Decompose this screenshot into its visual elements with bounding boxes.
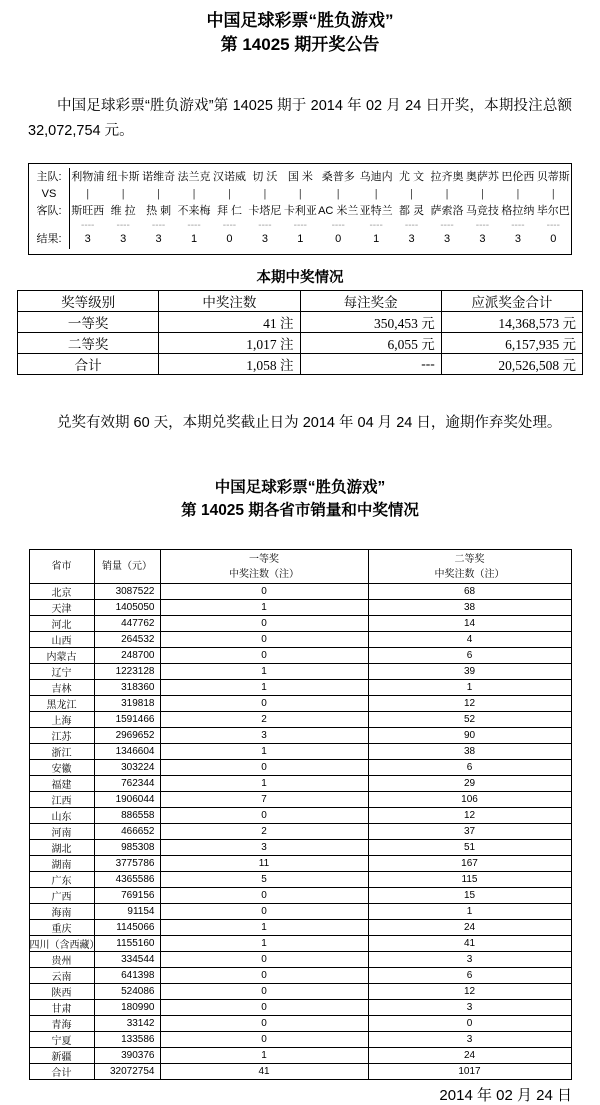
second-prize-count: 12 bbox=[368, 808, 571, 824]
home-team-name: 利物浦 bbox=[71, 171, 105, 183]
province-row bbox=[29, 824, 571, 840]
province-row bbox=[29, 840, 571, 856]
first-prize-count: 0 bbox=[160, 888, 368, 904]
sales-amount: 32072754 bbox=[94, 1064, 160, 1080]
province-row bbox=[29, 600, 571, 616]
province-name: 天津 bbox=[29, 600, 94, 616]
first-prize-count: 11 bbox=[160, 856, 368, 872]
sales-amount: 334544 bbox=[94, 952, 160, 968]
match-column bbox=[176, 168, 211, 249]
province-row bbox=[29, 888, 571, 904]
match-column bbox=[283, 168, 318, 249]
vs-row-label: VS bbox=[41, 188, 57, 200]
province-row bbox=[29, 696, 571, 712]
away-team-name: AC 米兰 bbox=[318, 205, 359, 217]
second-prize-count: 3 bbox=[368, 952, 571, 968]
vs-bar: | bbox=[298, 188, 302, 200]
first-prize-count: 0 bbox=[160, 952, 368, 968]
province-name: 青海 bbox=[29, 1016, 94, 1032]
sales-amount: 1405050 bbox=[94, 600, 160, 616]
first-prize-header-line1: 一等奖 bbox=[249, 553, 279, 565]
redemption-notice: 兑奖有效期 60 天，本期兑奖截止日为 2014 年 04 月 24 日，逾期作弃奖处理。 bbox=[57, 415, 562, 431]
prize-header-level: 奖等级别 bbox=[18, 291, 159, 312]
vs-bar: | bbox=[410, 188, 413, 200]
vs-bar: | bbox=[336, 188, 340, 200]
province-row bbox=[29, 712, 571, 728]
sales-amount: 318360 bbox=[94, 680, 160, 696]
footer-date: 2014 年 02 月 24 日 bbox=[439, 1087, 572, 1104]
province-row bbox=[29, 632, 571, 648]
province-row bbox=[29, 1000, 571, 1016]
first-prize-count: 2 bbox=[160, 824, 368, 840]
second-prize-count: 15 bbox=[368, 888, 571, 904]
sales-amount: 91154 bbox=[94, 904, 160, 920]
separator-dashes: ---- bbox=[511, 219, 525, 231]
first-prize-count: 0 bbox=[160, 632, 368, 648]
second-prize-count: 1 bbox=[368, 904, 571, 920]
match-column bbox=[358, 168, 393, 249]
sales-amount: 248700 bbox=[94, 648, 160, 664]
home-team-name: 奥萨苏 bbox=[465, 171, 499, 183]
province-row bbox=[29, 1032, 571, 1048]
sales-amount: 4365586 bbox=[94, 872, 160, 888]
first-prize-count: 1 bbox=[160, 680, 368, 696]
away-team-name: 格拉纳 bbox=[501, 205, 535, 217]
province-name: 重庆 bbox=[29, 920, 94, 936]
match-result-value: 3 bbox=[408, 233, 415, 245]
prize-total: 14,368,573 元 bbox=[441, 312, 582, 333]
sales-amount: 769156 bbox=[94, 888, 160, 904]
vs-bar: | bbox=[192, 188, 196, 200]
sales-amount: 3775786 bbox=[94, 856, 160, 872]
page-title bbox=[0, 0, 600, 57]
province-name: 海南 bbox=[29, 904, 94, 920]
vs-bar: | bbox=[445, 188, 449, 200]
province-name: 辽宁 bbox=[29, 664, 94, 680]
sales-amount: 1346604 bbox=[94, 744, 160, 760]
province-row bbox=[29, 952, 571, 968]
province-name: 内蒙古 bbox=[29, 648, 94, 664]
first-prize-count: 0 bbox=[160, 984, 368, 1000]
page-title-line1: 中国足球彩票“胜负游戏” bbox=[206, 11, 394, 30]
first-prize-count: 5 bbox=[160, 872, 368, 888]
province-row bbox=[29, 792, 571, 808]
intro-paragraph: 中国足球彩票“胜负游戏”第 14025 期于 2014 年 02 月 24 日开奖，本期投注总额 32,072,754 元。 bbox=[28, 98, 572, 139]
province-row bbox=[29, 856, 571, 872]
first-prize-count: 0 bbox=[160, 808, 368, 824]
first-prize-count: 1 bbox=[160, 1048, 368, 1064]
separator-dashes: ---- bbox=[475, 219, 490, 231]
province-header-sales: 销量（元） bbox=[94, 550, 160, 584]
second-prize-count: 1017 bbox=[368, 1064, 571, 1080]
second-prize-count: 0 bbox=[368, 1016, 571, 1032]
vs-bar: | bbox=[228, 188, 231, 200]
province-header-first-prize bbox=[160, 550, 368, 584]
province-name: 广东 bbox=[29, 872, 94, 888]
first-prize-count: 1 bbox=[160, 920, 368, 936]
second-prize-count: 52 bbox=[368, 712, 571, 728]
first-prize-count: 0 bbox=[160, 968, 368, 984]
separator-dashes: ---- bbox=[81, 219, 95, 231]
province-row bbox=[29, 984, 571, 1000]
match-result-value: 1 bbox=[373, 233, 380, 245]
province-name: 河北 bbox=[29, 616, 94, 632]
province-name: 陕西 bbox=[29, 984, 94, 1000]
away-team-name: 都 灵 bbox=[399, 205, 425, 217]
sales-amount: 447762 bbox=[94, 616, 160, 632]
away-team-name: 斯旺西 bbox=[71, 205, 105, 217]
sales-amount: 33142 bbox=[94, 1016, 160, 1032]
match-column bbox=[536, 168, 571, 249]
province-row bbox=[29, 616, 571, 632]
province-row bbox=[29, 584, 571, 600]
first-prize-count: 0 bbox=[160, 760, 368, 776]
match-result-value: 1 bbox=[297, 233, 304, 245]
prize-row-second bbox=[18, 333, 583, 354]
match-result-value: 3 bbox=[514, 233, 521, 245]
second-prize-count: 3 bbox=[368, 1032, 571, 1048]
prize-total: 20,526,508 元 bbox=[441, 354, 582, 375]
second-prize-header-line2: 中奖注数（注） bbox=[434, 568, 505, 580]
match-column bbox=[141, 168, 176, 249]
result-row-label: 结果: bbox=[36, 233, 62, 245]
second-prize-count: 51 bbox=[368, 840, 571, 856]
away-team-name: 不来梅 bbox=[177, 205, 211, 217]
first-prize-count: 1 bbox=[160, 744, 368, 760]
sales-amount: 762344 bbox=[94, 776, 160, 792]
second-prize-count: 38 bbox=[368, 600, 571, 616]
sales-amount: 3087522 bbox=[94, 584, 160, 600]
province-name: 云南 bbox=[29, 968, 94, 984]
away-team-name: 拜 仁 bbox=[216, 205, 242, 217]
second-prize-count: 1 bbox=[368, 680, 571, 696]
away-team-name: 萨索洛 bbox=[430, 205, 464, 217]
second-prize-header-line1: 二等奖 bbox=[454, 553, 485, 565]
vs-bar: | bbox=[551, 188, 555, 200]
away-team-name: 毕尔巴 bbox=[536, 205, 570, 217]
home-team-name: 国 米 bbox=[287, 171, 313, 183]
sales-amount: 524086 bbox=[94, 984, 160, 1000]
second-prize-count: 167 bbox=[368, 856, 571, 872]
province-name: 北京 bbox=[29, 584, 94, 600]
province-row bbox=[29, 760, 571, 776]
vs-bar: | bbox=[86, 188, 90, 200]
province-name: 宁夏 bbox=[29, 1032, 94, 1048]
separator-dashes: ---- bbox=[546, 219, 560, 231]
separator-dashes: ---- bbox=[331, 219, 345, 231]
second-prize-count: 14 bbox=[368, 616, 571, 632]
province-header-name: 省市 bbox=[29, 550, 94, 584]
second-prize-count: 68 bbox=[368, 584, 571, 600]
home-team-name: 巴伦西 bbox=[501, 171, 535, 183]
first-prize-count: 1 bbox=[160, 776, 368, 792]
away-team-name: 卡塔尼 bbox=[248, 205, 282, 217]
home-team-name: 乌迪内 bbox=[359, 171, 393, 183]
separator-dashes: ---- bbox=[151, 219, 166, 231]
second-prize-count: 37 bbox=[368, 824, 571, 840]
prize-per: 6,055 元 bbox=[300, 333, 441, 354]
first-prize-count: 0 bbox=[160, 584, 368, 600]
province-row bbox=[29, 936, 571, 952]
province-section-title bbox=[0, 476, 600, 522]
province-header-second-prize bbox=[368, 550, 571, 584]
first-prize-count: 0 bbox=[160, 1016, 368, 1032]
match-result-value: 0 bbox=[550, 233, 557, 245]
match-columns bbox=[70, 168, 571, 249]
vs-bar: | bbox=[481, 188, 484, 200]
province-row bbox=[29, 776, 571, 792]
province-name: 江西 bbox=[29, 792, 94, 808]
prize-table bbox=[17, 290, 583, 375]
first-prize-count: 1 bbox=[160, 600, 368, 616]
separator-dashes: ---- bbox=[187, 219, 201, 231]
province-row bbox=[29, 1048, 571, 1064]
province-name: 新疆 bbox=[29, 1048, 94, 1064]
match-table-labels bbox=[29, 168, 70, 249]
away-team-name: 热 刺 bbox=[146, 205, 172, 217]
match-column bbox=[318, 168, 358, 249]
match-column bbox=[70, 168, 105, 249]
match-result-value: 3 bbox=[84, 233, 91, 245]
second-prize-count: 3 bbox=[368, 1000, 571, 1016]
separator-dashes: ---- bbox=[369, 219, 383, 231]
province-row bbox=[29, 904, 571, 920]
province-name: 吉林 bbox=[29, 680, 94, 696]
province-name: 四川（含西藏） bbox=[29, 936, 94, 952]
second-prize-count: 6 bbox=[368, 760, 571, 776]
away-row-label: 客队: bbox=[36, 205, 62, 217]
sales-amount: 264532 bbox=[94, 632, 160, 648]
first-prize-count: 2 bbox=[160, 712, 368, 728]
sales-amount: 1155160 bbox=[94, 936, 160, 952]
province-name: 河南 bbox=[29, 824, 94, 840]
home-team-name: 桑普多 bbox=[321, 171, 355, 183]
province-name: 湖北 bbox=[29, 840, 94, 856]
separator-dashes: ---- bbox=[116, 219, 130, 231]
province-row bbox=[29, 680, 571, 696]
second-prize-count: 38 bbox=[368, 744, 571, 760]
province-row bbox=[29, 920, 571, 936]
away-team-name: 马竞技 bbox=[465, 205, 499, 217]
sales-amount: 641398 bbox=[94, 968, 160, 984]
sales-amount: 390376 bbox=[94, 1048, 160, 1064]
sales-amount: 133586 bbox=[94, 1032, 160, 1048]
away-team-name: 维 拉 bbox=[110, 205, 136, 217]
prize-section-title: 本期中奖情况 bbox=[256, 270, 344, 286]
first-prize-count: 3 bbox=[160, 728, 368, 744]
home-team-name: 诺维奇 bbox=[142, 171, 176, 183]
province-table bbox=[29, 549, 572, 1080]
match-result-value: 3 bbox=[155, 233, 162, 245]
sales-amount: 1223128 bbox=[94, 664, 160, 680]
away-team-name: 卡利亚 bbox=[283, 205, 317, 217]
match-column bbox=[105, 168, 140, 249]
home-team-name: 尤 文 bbox=[399, 171, 425, 183]
province-name: 福建 bbox=[29, 776, 94, 792]
home-team-name: 纽卡斯 bbox=[106, 171, 140, 183]
match-result-value: 3 bbox=[120, 233, 127, 245]
first-prize-count: 0 bbox=[160, 616, 368, 632]
second-prize-count: 12 bbox=[368, 984, 571, 1000]
first-prize-count: 0 bbox=[160, 696, 368, 712]
province-section-title-line1: 中国足球彩票“胜负游戏” bbox=[214, 479, 386, 496]
first-prize-count: 7 bbox=[160, 792, 368, 808]
first-prize-header-line2: 中奖注数（注） bbox=[229, 568, 299, 580]
match-column bbox=[212, 168, 247, 249]
prize-row-total bbox=[18, 354, 583, 375]
separator-dashes: ---- bbox=[440, 219, 454, 231]
prize-header-count: 中奖注数 bbox=[159, 291, 300, 312]
first-prize-count: 1 bbox=[160, 936, 368, 952]
first-prize-count: 0 bbox=[160, 648, 368, 664]
match-column bbox=[429, 168, 464, 249]
prize-header-total: 应派奖金合计 bbox=[441, 291, 582, 312]
second-prize-count: 115 bbox=[368, 872, 571, 888]
match-results-table bbox=[28, 163, 572, 255]
vs-bar: | bbox=[263, 188, 267, 200]
sales-amount: 303224 bbox=[94, 760, 160, 776]
second-prize-count: 106 bbox=[368, 792, 571, 808]
first-prize-count: 3 bbox=[160, 840, 368, 856]
province-row bbox=[29, 1064, 571, 1080]
second-prize-count: 41 bbox=[368, 936, 571, 952]
prize-count: 41 注 bbox=[159, 312, 300, 333]
province-row bbox=[29, 664, 571, 680]
prize-row-first bbox=[18, 312, 583, 333]
vs-bar: | bbox=[374, 188, 378, 200]
sales-amount: 319818 bbox=[94, 696, 160, 712]
match-column bbox=[394, 168, 429, 249]
province-header-row bbox=[29, 550, 571, 584]
province-name: 黑龙江 bbox=[29, 696, 94, 712]
separator-dashes: ---- bbox=[293, 219, 307, 231]
province-name: 山西 bbox=[29, 632, 94, 648]
province-name: 合计 bbox=[29, 1064, 94, 1080]
province-name: 贵州 bbox=[29, 952, 94, 968]
second-prize-count: 24 bbox=[368, 920, 571, 936]
sales-amount: 2969652 bbox=[94, 728, 160, 744]
province-row bbox=[29, 808, 571, 824]
first-prize-count: 0 bbox=[160, 1000, 368, 1016]
match-result-value: 0 bbox=[335, 233, 342, 245]
sales-amount: 180990 bbox=[94, 1000, 160, 1016]
second-prize-count: 29 bbox=[368, 776, 571, 792]
prize-level: 合计 bbox=[18, 354, 159, 375]
province-row bbox=[29, 728, 571, 744]
province-table-body bbox=[29, 584, 571, 1080]
away-team-name: 亚特兰 bbox=[359, 205, 393, 217]
province-row bbox=[29, 1016, 571, 1032]
second-prize-count: 6 bbox=[368, 648, 571, 664]
province-name: 安徽 bbox=[29, 760, 94, 776]
province-section-title-line2: 第 14025 期各省市销量和中奖情况 bbox=[181, 502, 419, 519]
match-result-value: 3 bbox=[261, 233, 268, 245]
second-prize-count: 12 bbox=[368, 696, 571, 712]
province-name: 江苏 bbox=[29, 728, 94, 744]
province-row bbox=[29, 744, 571, 760]
second-prize-count: 4 bbox=[368, 632, 571, 648]
sales-amount: 1906044 bbox=[94, 792, 160, 808]
separator-dashes: ---- bbox=[258, 219, 272, 231]
first-prize-count: 0 bbox=[160, 1032, 368, 1048]
province-name: 浙江 bbox=[29, 744, 94, 760]
home-team-name: 法兰克 bbox=[177, 171, 211, 183]
match-result-value: 3 bbox=[443, 233, 451, 245]
province-row bbox=[29, 872, 571, 888]
second-prize-count: 6 bbox=[368, 968, 571, 984]
province-name: 湖南 bbox=[29, 856, 94, 872]
match-result-value: 0 bbox=[226, 233, 233, 245]
prize-count: 1,017 注 bbox=[159, 333, 300, 354]
match-result-value: 1 bbox=[190, 233, 198, 245]
province-name: 山东 bbox=[29, 808, 94, 824]
province-name: 上海 bbox=[29, 712, 94, 728]
home-team-name: 汉诺威 bbox=[212, 171, 246, 183]
home-team-name: 切 沃 bbox=[252, 171, 278, 183]
second-prize-count: 24 bbox=[368, 1048, 571, 1064]
prize-per: 350,453 元 bbox=[300, 312, 441, 333]
match-column bbox=[465, 168, 500, 249]
match-result-value: 3 bbox=[479, 233, 486, 245]
separator-dashes: ---- bbox=[404, 219, 419, 231]
prize-per: --- bbox=[300, 354, 441, 375]
province-row bbox=[29, 648, 571, 664]
vs-bar: | bbox=[516, 188, 520, 200]
province-name: 广西 bbox=[29, 888, 94, 904]
separator-dashes: ---- bbox=[222, 219, 237, 231]
prize-level: 一等奖 bbox=[18, 312, 159, 333]
prize-header-per: 每注奖金 bbox=[300, 291, 441, 312]
second-prize-count: 90 bbox=[368, 728, 571, 744]
home-team-name: 贝蒂斯 bbox=[536, 171, 570, 183]
province-name: 甘肃 bbox=[29, 1000, 94, 1016]
separator-row-label bbox=[29, 221, 69, 230]
vs-bar: | bbox=[157, 188, 161, 200]
home-team-name: 拉齐奥 bbox=[430, 171, 464, 183]
match-column bbox=[500, 168, 535, 249]
first-prize-count: 1 bbox=[160, 664, 368, 680]
sales-amount: 1145066 bbox=[94, 920, 160, 936]
home-row-label: 主队: bbox=[36, 171, 62, 183]
first-prize-count: 41 bbox=[160, 1064, 368, 1080]
vs-bar: | bbox=[121, 188, 125, 200]
prize-count: 1,058 注 bbox=[159, 354, 300, 375]
page-title-line2: 第 14025 期开奖公告 bbox=[220, 35, 380, 54]
first-prize-count: 0 bbox=[160, 904, 368, 920]
sales-amount: 466652 bbox=[94, 824, 160, 840]
second-prize-count: 39 bbox=[368, 664, 571, 680]
sales-amount: 985308 bbox=[94, 840, 160, 856]
prize-total: 6,157,935 元 bbox=[441, 333, 582, 354]
sales-amount: 1591466 bbox=[94, 712, 160, 728]
prize-header-row bbox=[18, 291, 583, 312]
sales-amount: 886558 bbox=[94, 808, 160, 824]
match-column bbox=[247, 168, 282, 249]
province-row bbox=[29, 968, 571, 984]
prize-level: 二等奖 bbox=[18, 333, 159, 354]
